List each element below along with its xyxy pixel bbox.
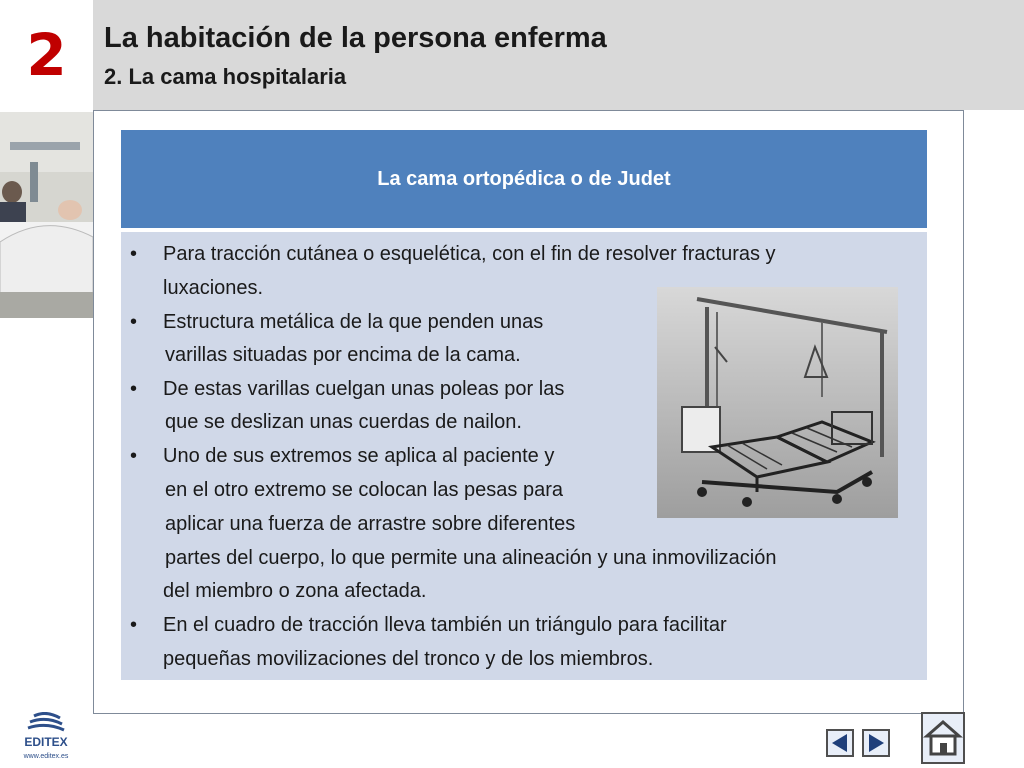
body-line: varillas situadas por encima de la cama.	[165, 344, 521, 366]
triangle-left-icon	[828, 731, 852, 755]
home-icon	[923, 714, 963, 762]
body-line: En el cuadro de tracción lleva también un triángulo para facilitar	[163, 614, 727, 636]
body-line: luxaciones.	[163, 277, 264, 299]
body-line: partes del cuerpo, lo que permite una alineación y una inmovilización	[165, 547, 777, 569]
body-line: pequeñas movilizaciones del tronco y de los miembros.	[163, 648, 654, 670]
logo-url-text: www.editex.es	[23, 753, 69, 760]
bullet-marker: •	[130, 614, 138, 636]
body-line: Uno de sus extremos se aplica al paciente y	[163, 445, 555, 467]
body-line: Estructura metálica de la que penden unas	[163, 311, 544, 333]
triangle-right-icon	[864, 731, 888, 755]
body-line: aplicar una fuerza de arrastre sobre diferentes	[165, 513, 576, 535]
prev-slide-button[interactable]	[826, 729, 854, 757]
body-line: del miembro o zona afectada.	[163, 580, 427, 602]
bullet-marker: •	[130, 243, 138, 265]
page-subtitle: 2. La cama hospitalaria	[104, 64, 347, 89]
body-line: De estas varillas cuelgan unas poleas por las	[163, 378, 565, 400]
box-title: La cama ortopédica o de Judet	[121, 130, 927, 228]
bullet-marker: •	[130, 378, 138, 400]
hospital-room-photo	[0, 112, 93, 318]
home-button[interactable]	[921, 712, 965, 764]
body-line: Para tracción cutánea o esquelética, con el fin de resolver fracturas y	[163, 243, 776, 265]
page-title: La habitación de la persona enferma	[104, 22, 607, 54]
next-slide-button[interactable]	[862, 729, 890, 757]
editex-logo	[16, 712, 76, 762]
bullet-marker: •	[130, 445, 138, 467]
orthopedic-bed-photo	[657, 287, 898, 518]
bullet-marker: •	[130, 311, 138, 333]
header-band	[93, 0, 1024, 110]
chapter-number: 2	[26, 21, 67, 89]
logo-text: EDITEX	[24, 735, 68, 749]
body-line: que se deslizan unas cuerdas de nailon.	[165, 411, 522, 433]
body-line: en el otro extremo se colocan las pesas para	[165, 479, 563, 501]
